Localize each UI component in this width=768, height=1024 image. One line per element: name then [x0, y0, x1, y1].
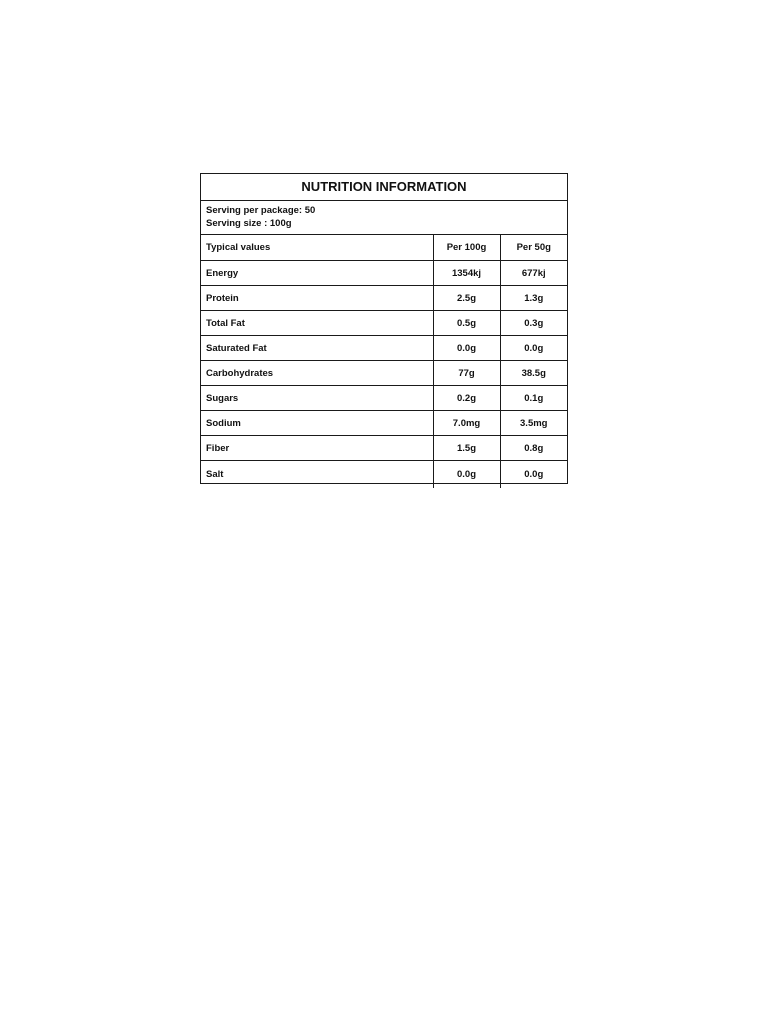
nutrient-name: Salt: [206, 469, 224, 480]
nutrition-title: NUTRITION INFORMATION: [201, 174, 567, 201]
nutrient-name: Fiber: [201, 436, 433, 461]
nutrition-table: [201, 235, 567, 488]
value-per-50g: 0.8g: [500, 436, 567, 461]
table-row: [201, 436, 567, 461]
table-row: [201, 461, 567, 489]
header-per-100g: Per 100g: [433, 235, 500, 261]
value-per-50g: 0.0g: [500, 461, 567, 489]
nutrition-label: [200, 173, 568, 484]
nutrient-name: Sugars: [201, 386, 433, 411]
nutrient-name: Sodium: [201, 411, 433, 436]
value-per-50g: 0.3g: [500, 311, 567, 336]
table-row: [201, 336, 567, 361]
value-per-50g: 38.5g: [500, 361, 567, 386]
nutrient-name: Carbohydrates: [201, 361, 433, 386]
value-per-100g: 1354kj: [433, 261, 500, 286]
nutrient-name: Saturated Fat: [201, 336, 433, 361]
table-row: [201, 361, 567, 386]
table-row: [201, 286, 567, 311]
table-row: [201, 311, 567, 336]
value-per-50g: 1.3g: [500, 286, 567, 311]
value-per-100g: 7.0mg: [433, 411, 500, 436]
table-row: [201, 261, 567, 286]
serving-size: Serving size : 100g: [206, 218, 292, 229]
serving-per-package: Serving per package: 50: [206, 205, 316, 216]
value-per-100g: 0.2g: [433, 386, 500, 411]
value-per-50g: 0.1g: [500, 386, 567, 411]
value-per-100g: 0.0g: [433, 461, 500, 489]
value-per-100g: 1.5g: [433, 436, 500, 461]
header-per-50g: Per 50g: [500, 235, 567, 261]
value-per-50g: 3.5mg: [500, 411, 567, 436]
table-row: [201, 386, 567, 411]
table-row: [201, 411, 567, 436]
value-per-50g: 677kj: [500, 261, 567, 286]
table-header-row: [201, 235, 567, 261]
value-per-100g: 77g: [433, 361, 500, 386]
nutrient-name: Protein: [201, 286, 433, 311]
serving-info: [201, 201, 567, 235]
value-per-50g: 0.0g: [500, 336, 567, 361]
nutrient-name: Total Fat: [201, 311, 433, 336]
header-typical-values: Typical values: [201, 235, 433, 261]
value-per-100g: 2.5g: [433, 286, 500, 311]
value-per-100g: 0.0g: [433, 336, 500, 361]
nutrient-name: Energy: [201, 261, 433, 286]
value-per-100g: 0.5g: [433, 311, 500, 336]
